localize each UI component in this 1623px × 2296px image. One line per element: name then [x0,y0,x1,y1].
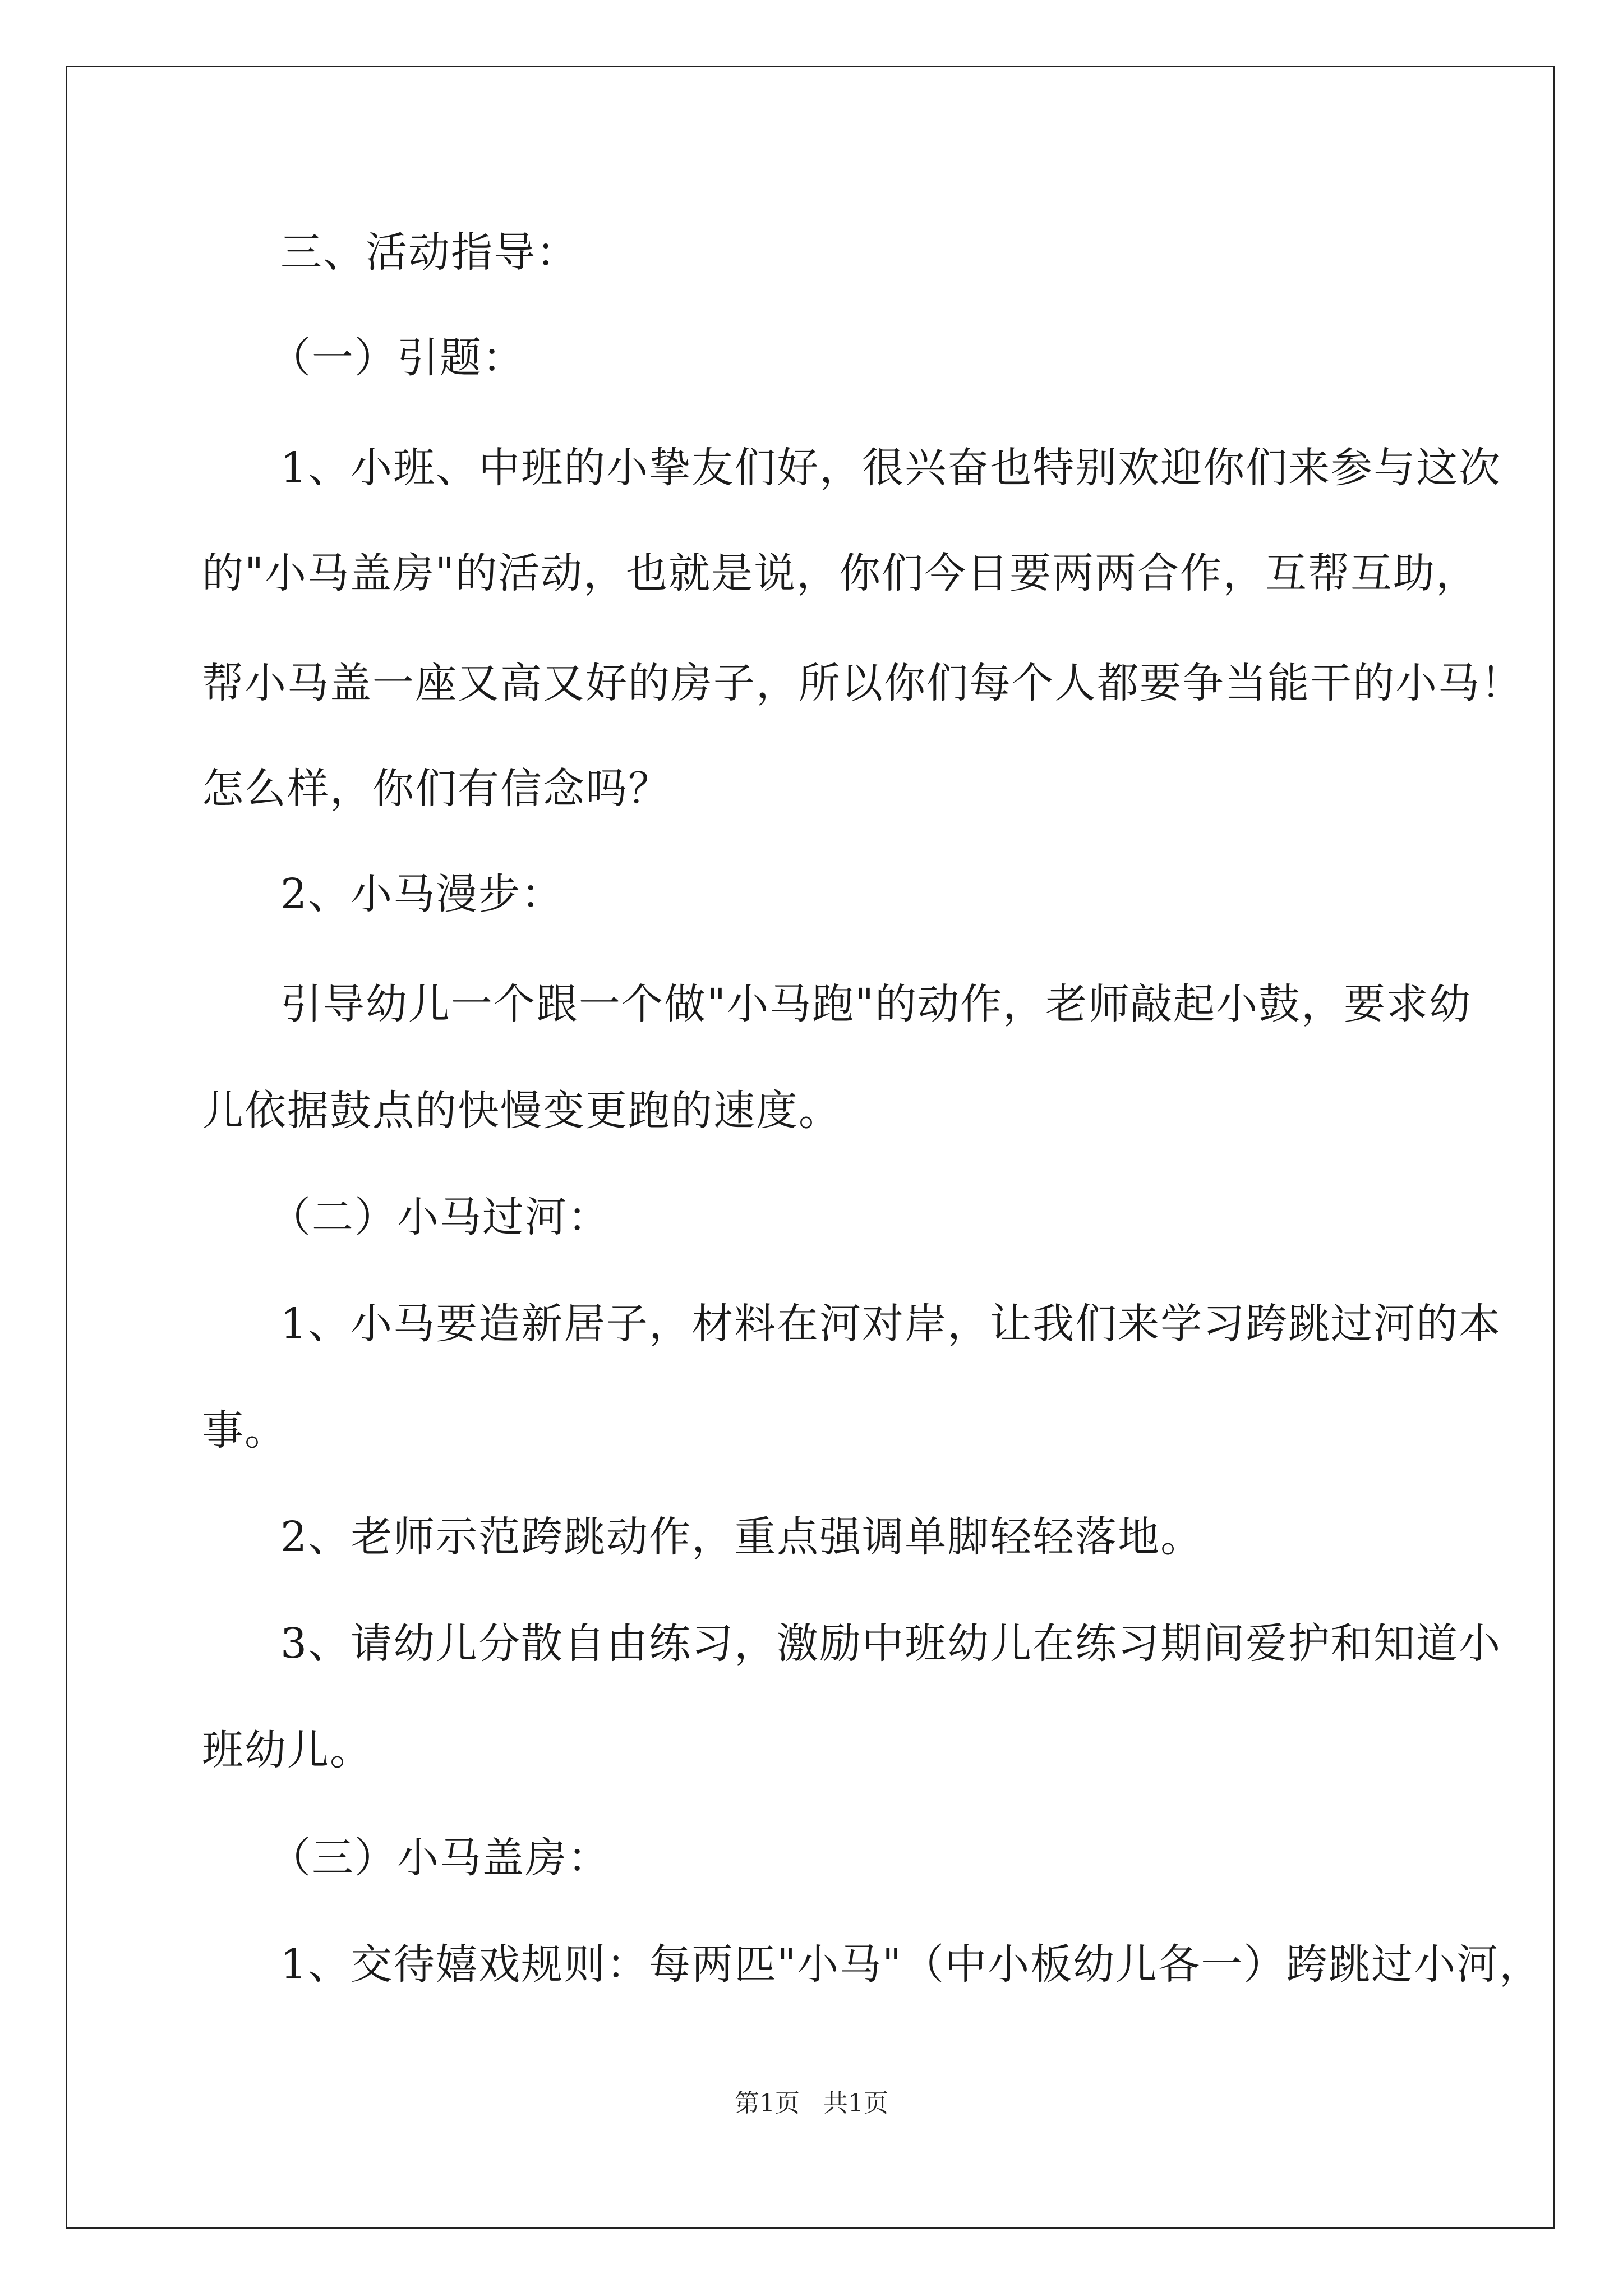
page-total: 共1页 [823,2089,888,2118]
page-border [66,66,1555,2229]
paragraph-line: 儿依据鼓点的快慢变更跑的速度。 [202,1087,841,1135]
paragraph-line: 3、请幼儿分散自由练习，激励中班幼儿在练习期间爱护和知道小 [280,1619,1502,1668]
paragraph-line: 1、小班、中班的小挚友们好，很兴奋也特别欢迎你们来参与这次 [280,444,1502,492]
paragraph-line: 事。 [202,1406,287,1455]
paragraph-line: 班幼儿。 [202,1726,372,1774]
paragraph-line: 2、小马漫步： [280,870,564,918]
paragraph-line: 怎么样，你们有信念吗？ [202,765,671,813]
paragraph-line: 2、老师示范跨跳动作，重点强调单脚轻轻落地。 [280,1513,1204,1561]
paragraph-line: 帮小马盖一座又高又好的房子，所以你们每个人都要争当能干的小马！ [202,659,1523,707]
subsection-heading: （一）引题： [269,334,525,382]
subsection-heading: （二）小马过河： [269,1193,610,1241]
paragraph-line: 1、小马要造新居子，材料在河对岸，让我们来学习跨跳过河的本 [280,1300,1502,1348]
page-number: 第1页 [735,2089,800,2118]
paragraph-line: 1、交待嬉戏规则：每两匹"小马"（中小板幼儿各一）跨跳过小河， [280,1940,1542,1989]
subsection-heading: （三）小马盖房： [269,1834,610,1882]
paragraph-line: 的"小马盖房"的活动，也就是说，你们今日要两两合作，互帮互助， [202,549,1479,597]
section-heading: 三、活动指导： [280,228,579,277]
page-footer [0,2087,1623,2120]
paragraph-line: 引导幼儿一个跟一个做"小马跑"的动作，老师敲起小鼓，要求幼 [280,980,1472,1028]
